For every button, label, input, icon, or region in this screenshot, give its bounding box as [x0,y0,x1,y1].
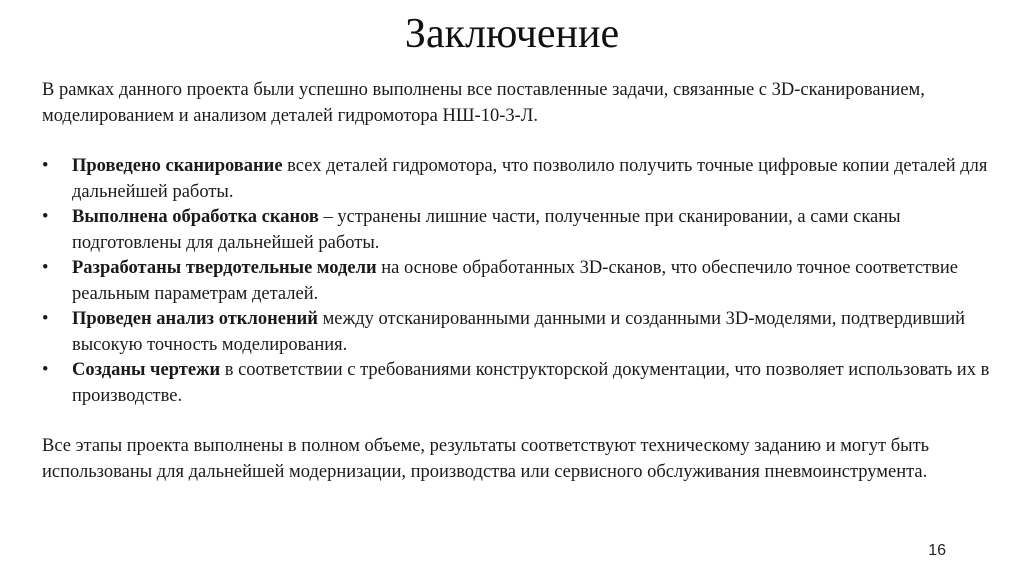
bullet-mark: • [42,156,49,176]
bullet-mark: • [42,207,49,227]
bullet-text: в соответствии с требованиями конструкторской документации, что позволяет использовать их в производстве. [72,360,990,406]
bullet-item [42,154,992,205]
bullet-bold-text: Выполнена обработка сканов [72,207,319,227]
conclusion-paragraph: Все этапы проекта выполнены в полном объеме, результаты соответствуют техническому заданию и могут быть использованы для дальнейшей модернизации, производства или сервисного обслуживания пневмоинструмента. [42,436,930,482]
bullet-text: – устранены лишние части, полученные при сканировании, а сами сканы подготовлены для дальнейшей работы. [72,207,901,253]
page-number: 16 [928,542,946,559]
bullet-item [42,307,992,358]
bullet-text: на основе обработанных 3D-сканов, что обеспечило точное соответствие реальным параметрам деталей. [72,258,958,304]
bullet-mark: • [42,258,49,278]
bullet-list [42,154,992,409]
intro-paragraph: В рамках данного проекта были успешно выполнены все поставленные задачи, связанные с 3D-сканированием, моделированием и анализом деталей гидромотора НШ-10-3-Л. [42,80,925,126]
bullet-bold-text: Проведено сканирование [72,156,283,176]
bullet-bold-text: Созданы чертежи [72,360,221,380]
bullet-item [42,358,992,409]
bullet-bold-text: Проведен анализ отклонений [72,309,318,329]
bullet-bold-text: Разработаны твердотельные модели [72,258,377,278]
bullet-mark: • [42,309,49,329]
bullet-text: между отсканированными данными и созданными 3D-моделями, подтвердивший высокую точность моделирования. [72,309,966,355]
slide-title: Заключение [404,11,620,57]
bullet-item [42,256,992,307]
bullet-item [42,205,992,256]
slide-content [42,78,992,485]
bullet-text: всех деталей гидромотора, что позволило получить точные цифровые копии деталей для дальнейшей работы. [72,156,988,202]
bullet-mark: • [42,360,49,380]
